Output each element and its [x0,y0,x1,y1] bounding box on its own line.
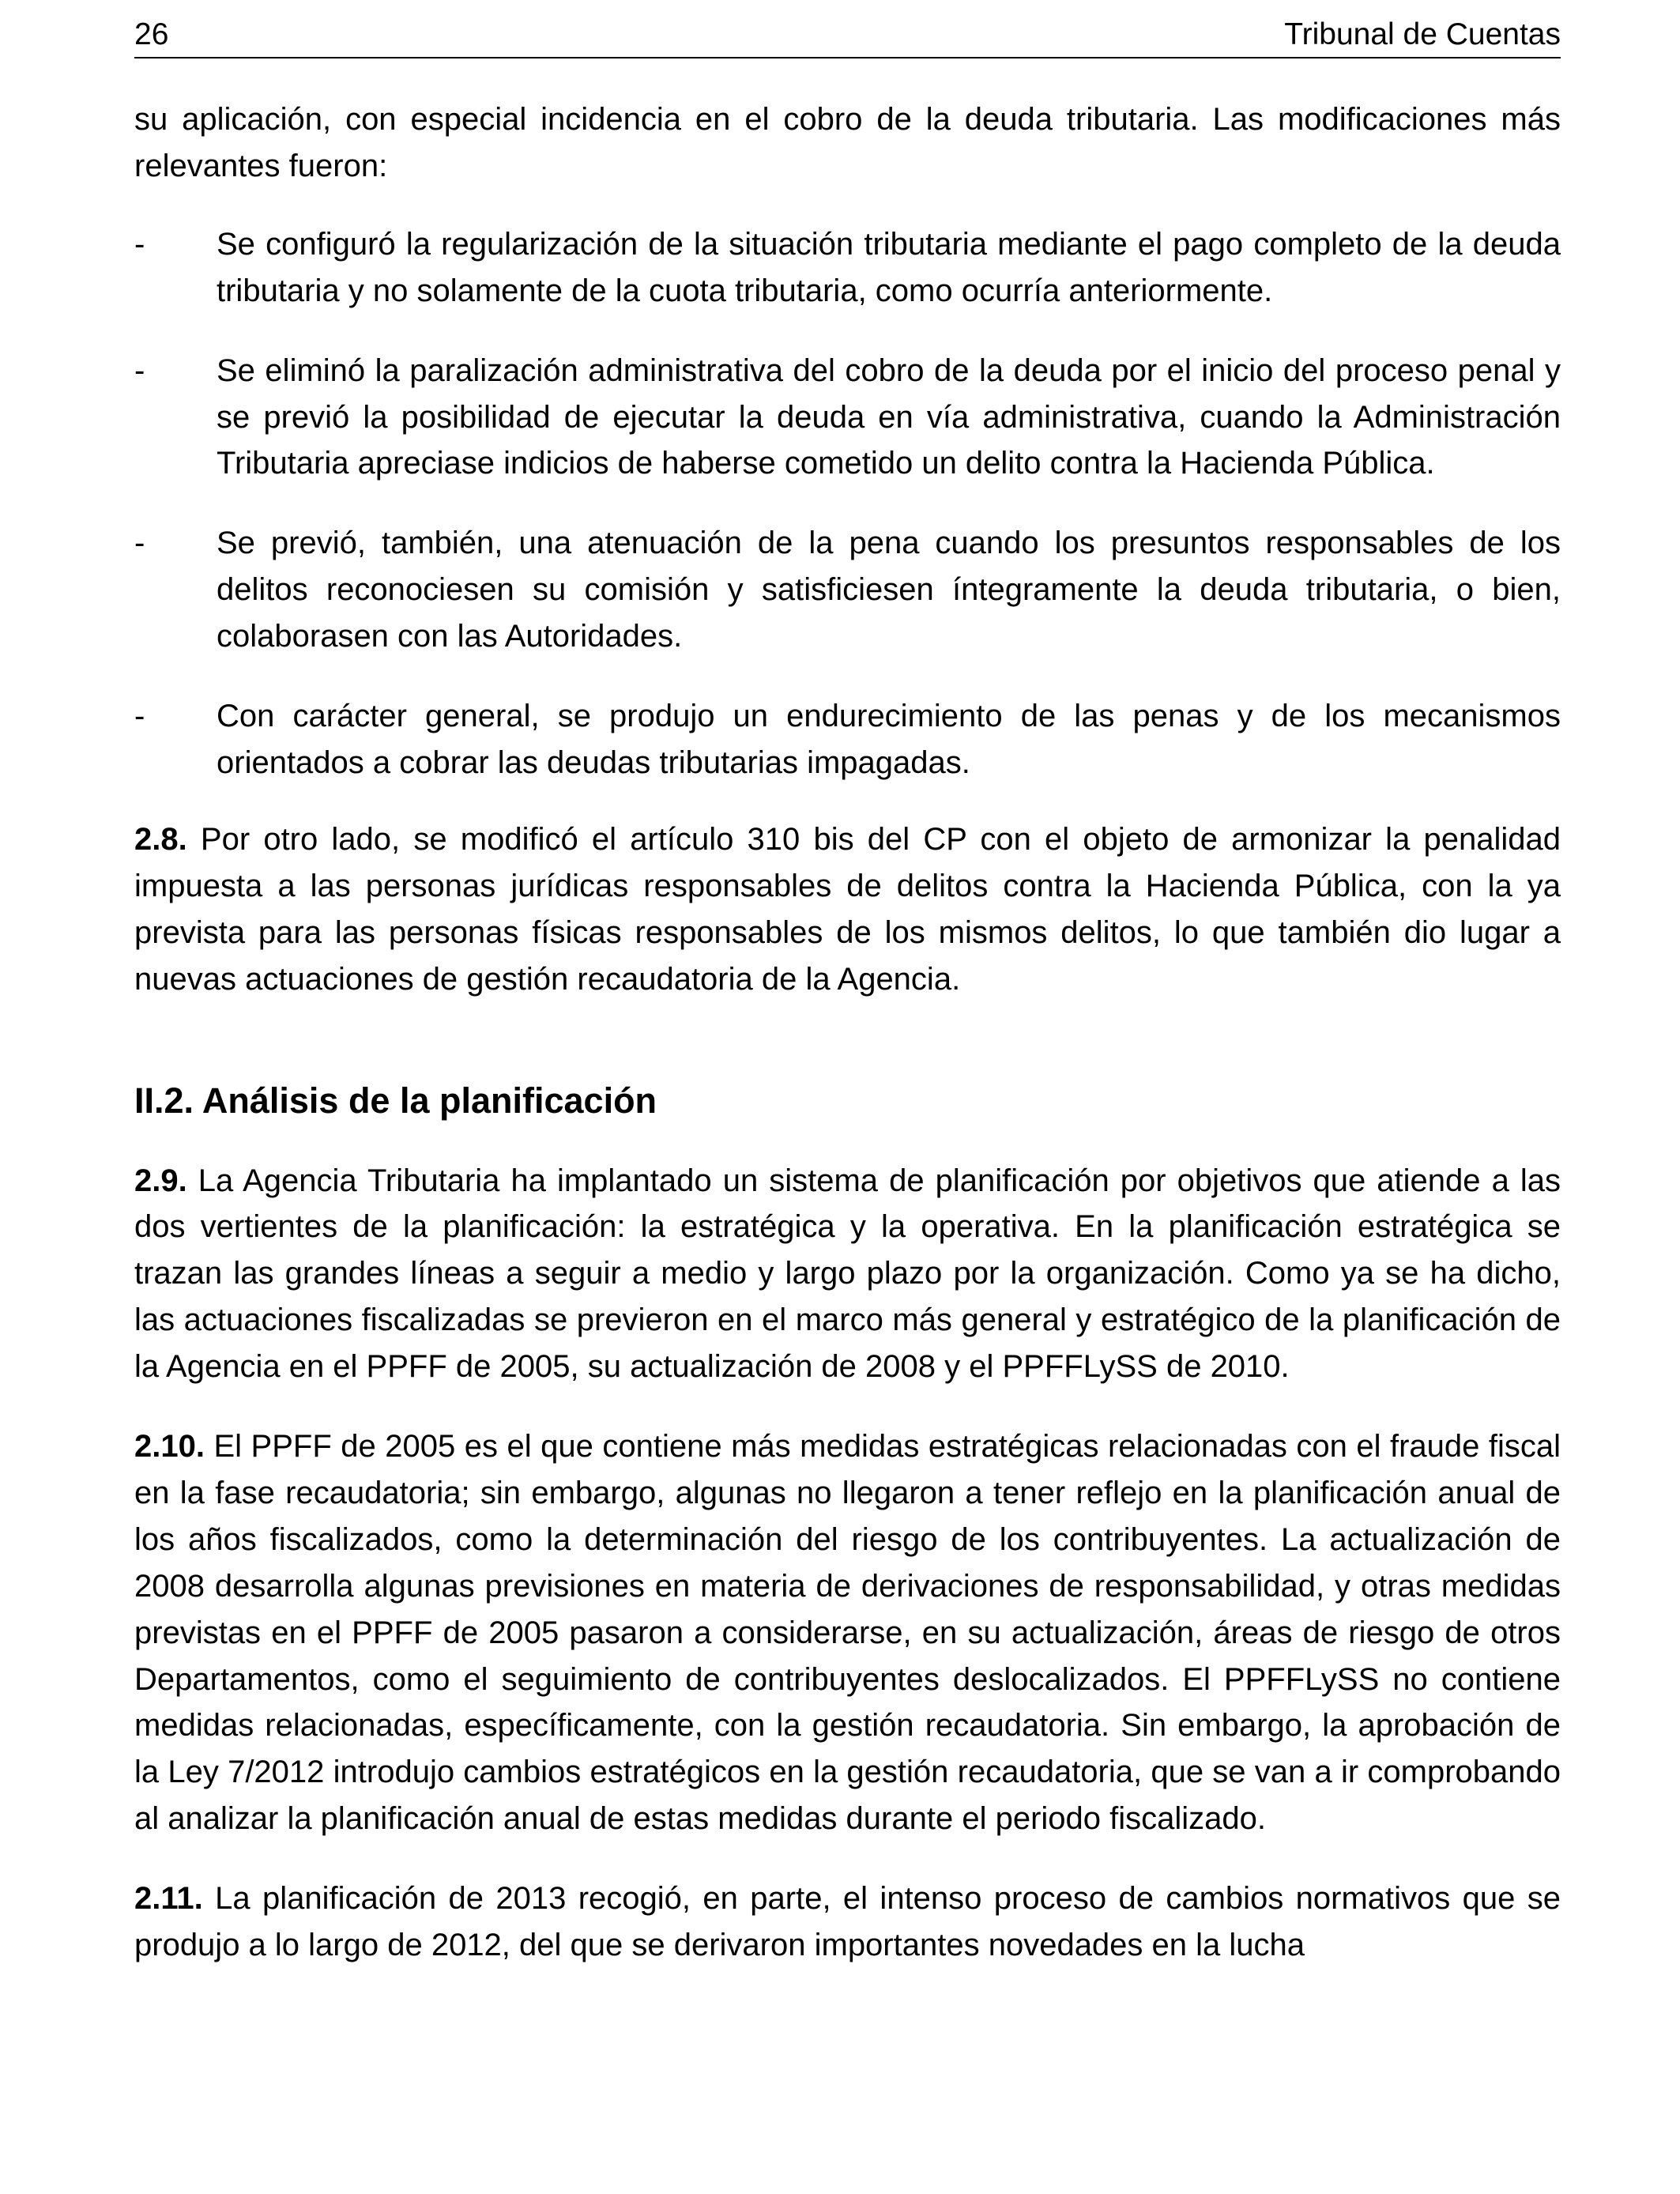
paragraph-2-9 [134,1158,1561,1391]
bullet-text: Se eliminó la paralización administrativa del cobro de la deuda por el inicio del proceso penal y se previó la posibilidad de ejecutar la deuda en vía administrativa, cuando la Administración Tributaria apreciase indicios de haberse cometido un delito contra la Hacienda Pública. [217,352,1561,481]
paragraph-number: 2.8. [134,821,187,857]
paragraph-text: Por otro lado, se modificó el artículo 310 bis del CP con el objeto de armonizar la penalidad impuesta a las personas jurídicas responsables de delitos contra la Hacienda Pública, con la ya prevista para las personas físicas responsables de los mismos delitos, lo que también dio lugar a nuevas actuaciones de gestión recaudatoria de la Agencia. [134,821,1561,997]
document-page [134,0,1561,2194]
bullet-text: Se previó, también, una atenuación de la pena cuando los presuntos responsables de los delitos reconociesen su comisión y satisficiesen íntegramente la deuda tributaria, o bien, colaborasen con las Autoridades. [217,526,1561,654]
paragraph-2-8 [134,816,1561,1003]
paragraph-number: 2.11. [134,1881,203,1917]
list-item [134,221,1561,315]
running-title: Tribunal de Cuentas [1284,17,1561,51]
bullet-dash: - [134,226,145,262]
list-item [134,348,1561,488]
bullet-text: Se configuró la regularización de la situación tributaria mediante el pago completo de la deuda tributaria y no solamente de la cuota tributaria, como ocurría anteriormente. [217,226,1561,308]
bullet-dash: - [134,526,145,561]
paragraph-text: La planificación de 2013 recogió, en parte, el intenso proceso de cambios normativos que se produjo a lo largo de 2012, del que se derivaron importantes novedades en la lucha [134,1881,1561,1963]
section-heading: II.2. Análisis de la planificación [134,1080,657,1121]
list-item [134,520,1561,660]
list-item [134,693,1561,786]
paragraph-text: El PPFF de 2005 es el que contiene más medidas estratégicas relacionadas con el fraude fiscal en la fase recaudatoria; sin embargo, algunas no llegaron a tener reflejo en la planificación anual de los años fiscalizados, como la determinación del riesgo de los contribuyentes. La actualización de 2008 desarrolla algunas previsiones en materia de derivaciones de responsabilidad, y otras medidas previstas en el PPFF de 2005 pasaron a considerarse, en su actualización, áreas de riesgo de otros Departamentos, como el seguimiento de contribuyentes deslocalizados. El PPFFLySS no contiene medidas relacionadas, específicamente, con la gestión recaudatoria. Sin embargo, la aprobación de la Ley 7/2012 introdujo cambios estratégicos en la gestión recaudatoria, que se van a ir comprobando al analizar la planificación anual de estas medidas durante el periodo fiscalizado. [134,1429,1561,1837]
paragraph-text: La Agencia Tributaria ha implantado un sistema de planificación por objetivos que atiende a las dos vertientes de la planificación: la estratégica y la operativa. En la planificación estratégica se trazan las grandes líneas a seguir a medio y largo plazo por la organización. Como ya se ha dicho, las actuaciones fiscalizadas se previeron en el marco más general y estratégico de la planificación de la Agencia en el PPFF de 2005, su actualización de 2008 y el PPFFLySS de 2010. [134,1163,1561,1385]
body-text [134,96,1561,1969]
bullet-dash: - [134,699,145,734]
page-header [134,11,1561,58]
paragraph-number: 2.9. [134,1163,187,1198]
paragraph-2-10 [134,1423,1561,1842]
bullet-text: Con carácter general, se produjo un endurecimiento de las penas y de los mecanismos orientados a cobrar las deudas tributarias impagadas. [217,699,1561,780]
modifications-list [134,221,1561,786]
bullet-dash: - [134,352,145,388]
page-number: 26 [134,17,169,51]
intro-paragraph: su aplicación, con especial incidencia en el cobro de la deuda tributaria. Las modificaciones más relevantes fueron: [134,102,1561,183]
paragraph-2-11 [134,1875,1561,1969]
paragraph-number: 2.10. [134,1429,205,1465]
